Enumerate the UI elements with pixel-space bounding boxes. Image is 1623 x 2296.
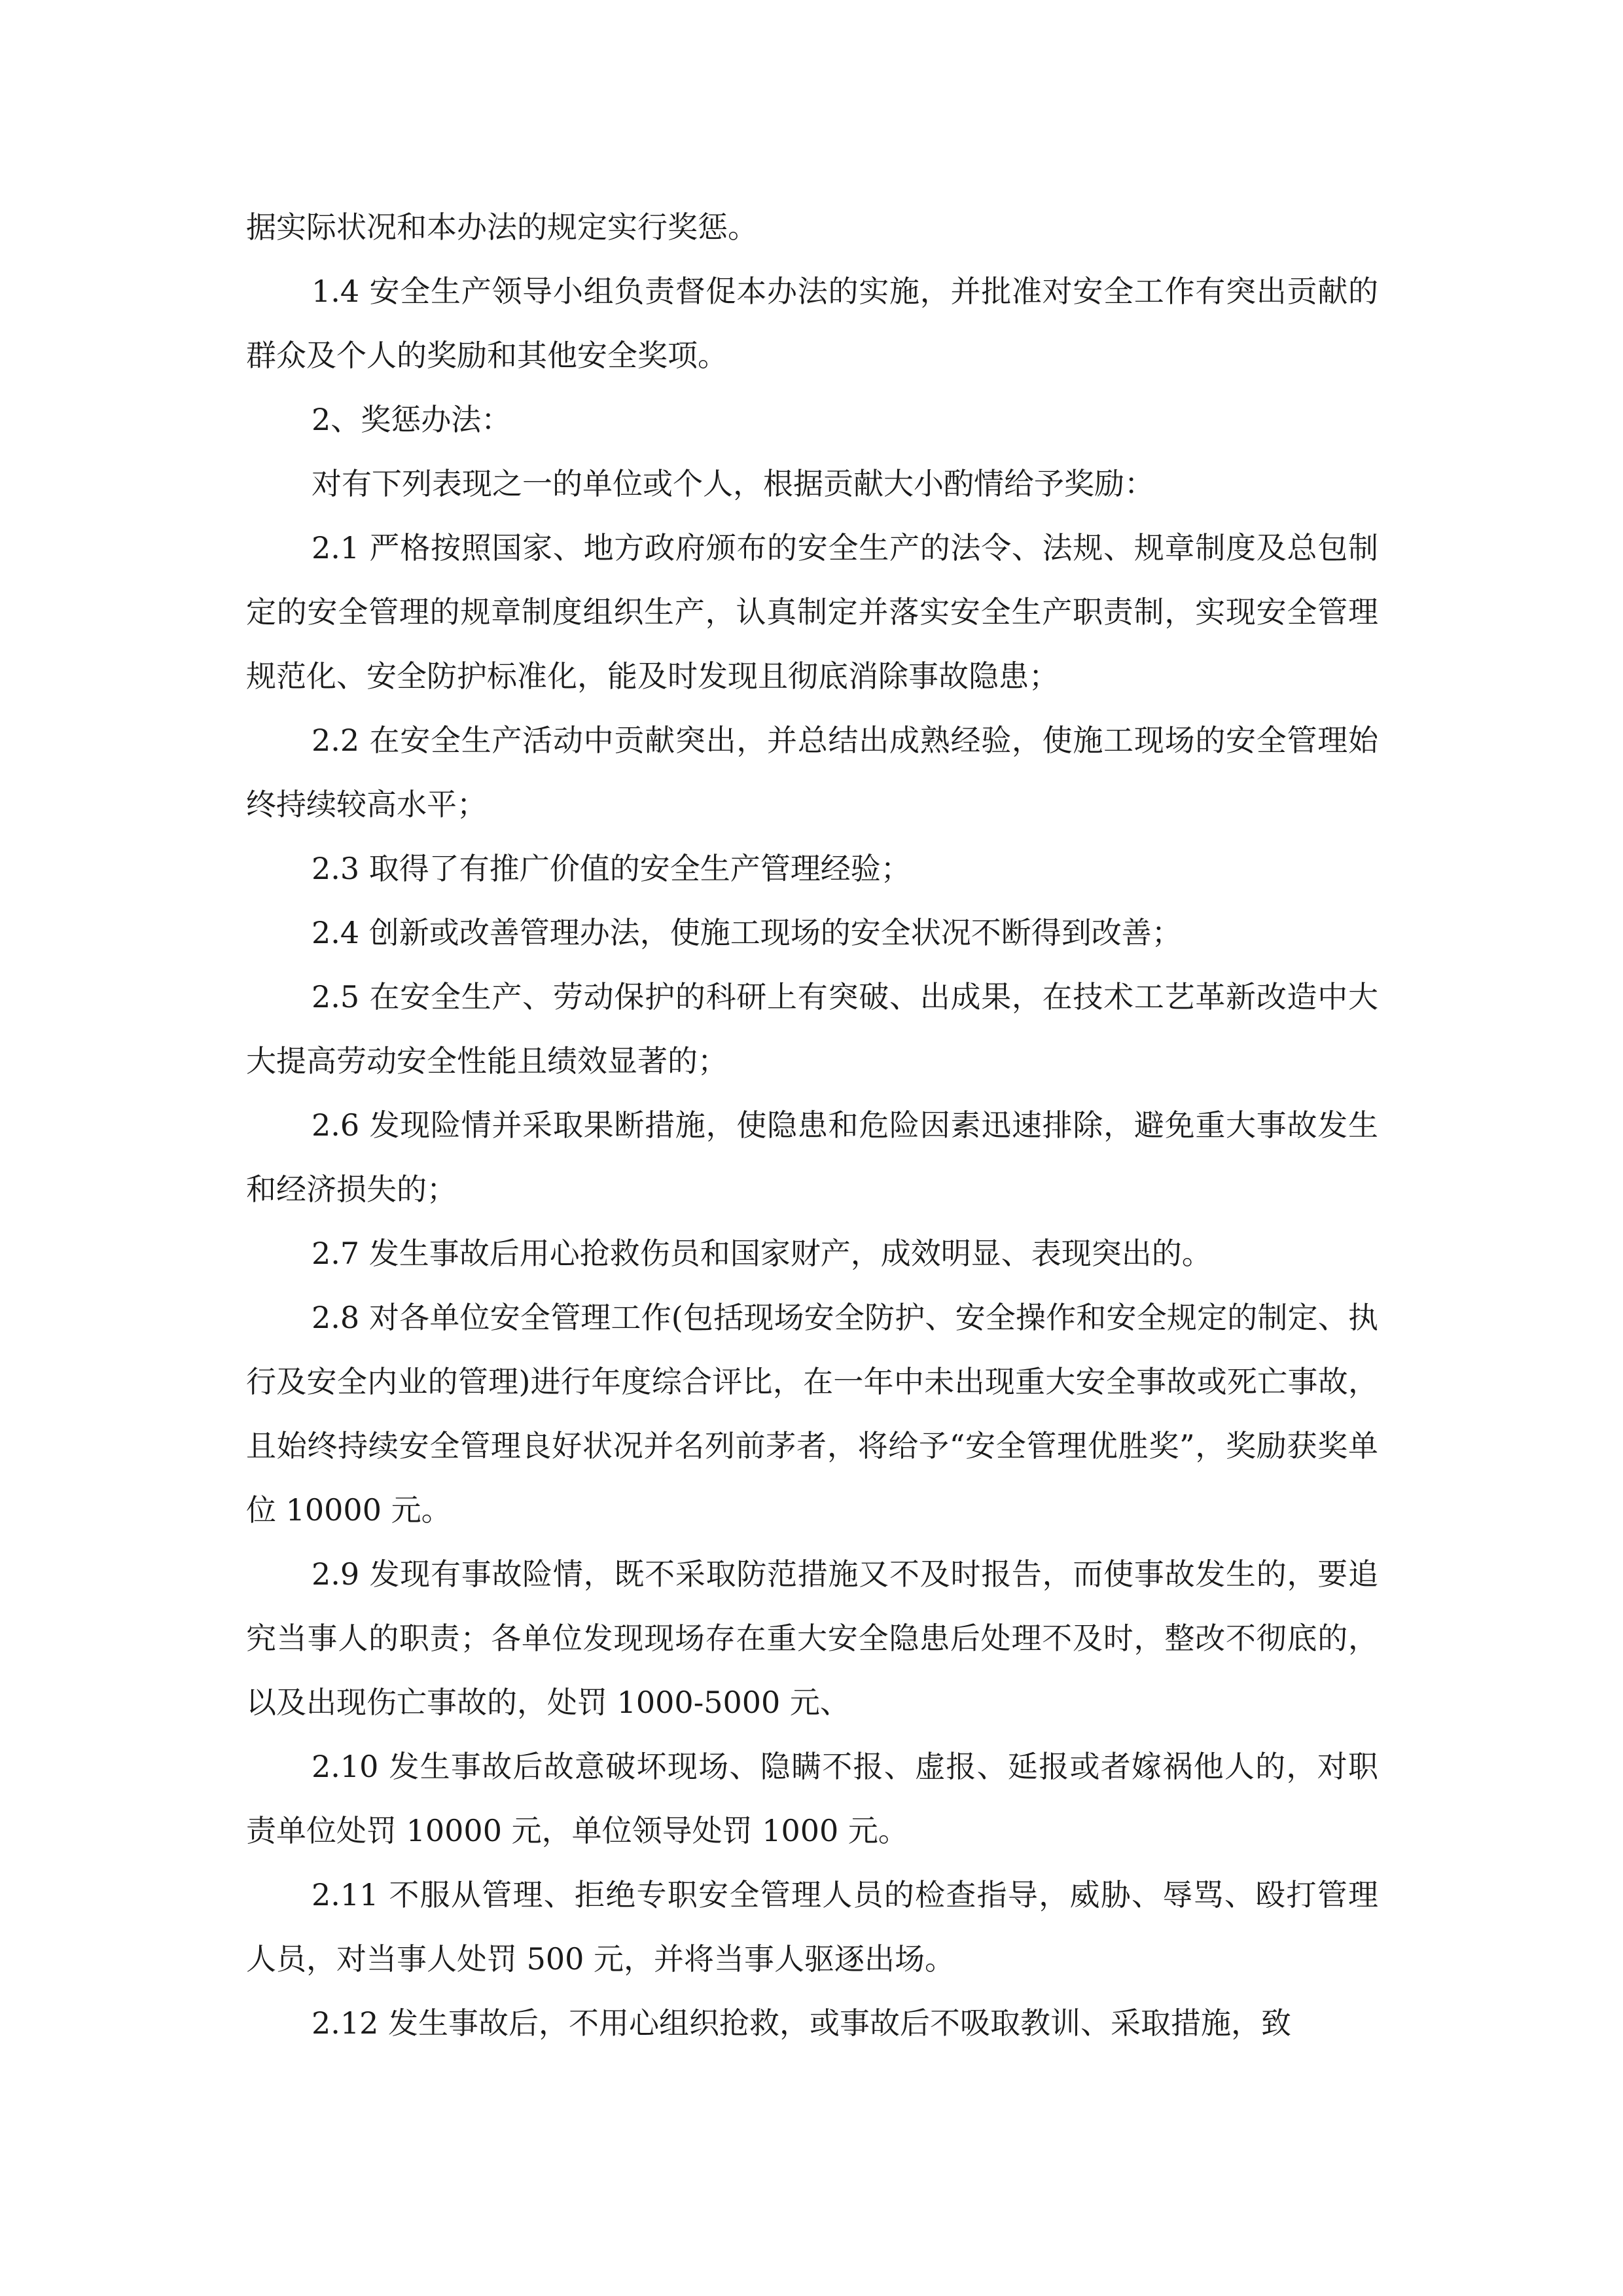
paragraph-2-5: 2.5 在安全生产、劳动保护的科研上有突破、出成果，在技术工艺革新改造中大大提高劳动安全性能且绩效显著的； [246,979,1378,1079]
paragraph-2-1: 2.1 严格按照国家、地方政府颁布的安全生产的法令、法规、规章制度及总包制定的安全管理的规章制度组织生产，认真制定并落实安全生产职责制，实现安全管理规范化、安全防护标准化，能及时发现且彻底消除事故隐患； [246,530,1378,694]
document-body [246,195,1378,2055]
paragraph-2-10: 2.10 发生事故后故意破坏现场、隐瞒不报、虚报、延报或者嫁祸他人的，对职责单位处罚 10000 元，单位领导处罚 1000 元。 [246,1749,1378,1848]
paragraph-2-7: 2.7 发生事故后用心抢救伤员和国家财产，成效明显、表现突出的。 [312,1236,1212,1271]
paragraph-2-9: 2.9 发现有事故险情，既不采取防范措施又不及时报告，而使事故发生的，要追究当事人的职责；各单位发现现场存在重大安全隐患后处理不及时，整改不彻底的，以及出现伤亡事故的，处罚 1000-5000 元、 [246,1556,1378,1720]
paragraph-1: 据实际状况和本办法的规定实行奖惩。 [246,209,758,245]
paragraph-1-4: 1.4 安全生产领导小组负责督促本办法的实施，并批准对安全工作有突出贡献的群众及个人的奖励和其他安全奖项。 [246,274,1378,373]
paragraph-reward-intro: 对有下列表现之一的单位或个人，根据贡献大小酌情给予奖励： [312,466,1154,501]
paragraph-2-3: 2.3 取得了有推广价值的安全生产管理经验； [312,851,911,886]
paragraph-2-4: 2.4 创新或改善管理办法，使施工现场的安全状况不断得到改善； [312,915,1182,950]
paragraph-2-6: 2.6 发现险情并采取果断措施，使隐患和危险因素迅速排除，避免重大事故发生和经济损失的； [246,1107,1378,1207]
paragraph-2-12: 2.12 发生事故后，不用心组织抢救，或事故后不吸取教训、采取措施，致 [312,2005,1292,2041]
paragraph-2-8: 2.8 对各单位安全管理工作(包括现场安全防护、安全操作和安全规定的制定、执行及安全内业的管理)进行年度综合评比，在一年中未出现重大安全事故或死亡事故，且始终持续安全管理良好状况并名列前茅者，将给予“安全管理优胜奖”，奖励获奖单位 10000 元。 [246,1300,1378,1528]
paragraph-2-2: 2.2 在安全生产活动中贡献突出，并总结出成熟经验，使施工现场的安全管理始终持续较高水平； [246,723,1378,822]
section-heading-reward-punishment: 2、奖惩办法： [312,402,512,437]
paragraph-2-11: 2.11 不服从管理、拒绝专职安全管理人员的检查指导，威胁、辱骂、殴打管理人员，对当事人处罚 500 元，并将当事人驱逐出场。 [246,1877,1378,1977]
